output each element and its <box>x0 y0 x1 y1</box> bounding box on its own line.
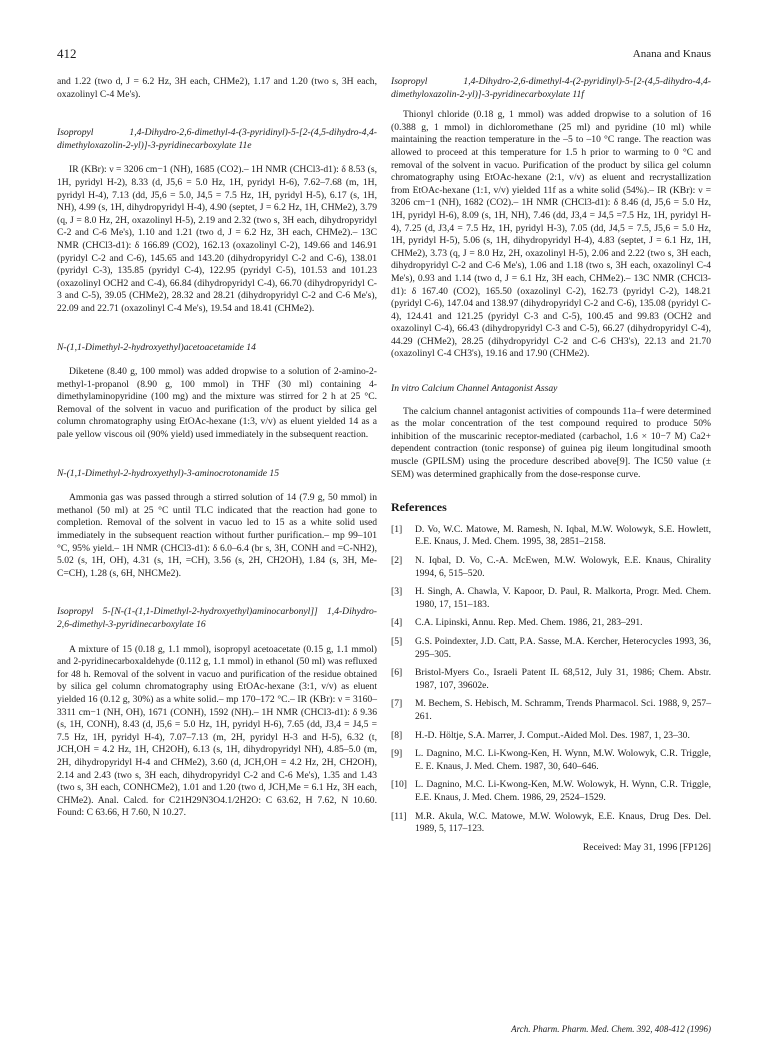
reference-item: [5] G.S. Poindexter, J.D. Catt, P.A. Sasse, M.A. Kercher, Heterocycles 1993, 36, 295–305. <box>391 635 711 660</box>
paragraph-11f: Thionyl chloride (0.18 g, 1 mmol) was added dropwise to a solution of 16 (0.388 g, 1 mmol) in dichloromethane (25 ml) and pyridine (10 ml) while maintaining the reaction temperature in the –5 to –10 °C range. The reaction was allowed to proceed at this temperature for 1.5 h prior to warming to 0 °C and removal of the solvent in vacuo. Purification of the product by silica gel column chromatography using EtOAc-hexane (2:1, v/v) as eluent and recrystallization from EtOAc-hexane (1:1, v/v) yielded 11f as a white solid (54%).– IR (KBr): ν = 3206 cm−1 (NH), 1682 (CO2).– 1H NMR (CHCl3-d1): δ 8.46 (d, J5,6 = 5.0 Hz, 1H, pyridyl H-6), 8.09 (s, 1H, NH), 7.46 (dd, J3,4 = J4,5 =7.5 Hz, 1H, pyridyl H-4), 7.25 (d, J3,4 = 7.5 Hz, 1H, pyridyl H-3), 7.05 (dd, J4,5 = 7.5, J5,6 = 5.0 Hz, 1H, pyridyl H-5), 5.06 (s, 1H, dihydropyridyl H-4), 4.83 (septet, J = 6.1 Hz, 1H, CHMe2), 3.73 (q, J = 8.0 Hz, 2H, oxazolinyl H-5), 2.06 and 2.22 (two s, 3H each, dihydropyridyl C-2 and C-6 Me's), 1.06 and 1.18 (two s, 3H each, oxazolinyl C-4 Me's), 0.93 and 1.14 (two d, J = 6.1 Hz, 3H each, CHMe2).– 13C NMR (CHCl3-d1): δ 167.40 (CO2), 165.50 (oxazolinyl C-2), 162.73 (pyridyl C-2), 148.21 (pyridyl C-6), 147.04 and 138.97 (dihydropyridyl C-2 and C-6), 135.08 (pyridyl C-4), 124.41 and 121.25 (pyridyl C-3 and C-5), 100.45 and 99.83 (OCH2 and oxazolinyl C-4), 66.43 (dihydropyridyl C-3 and C-5), 66.27 (dihydropyridyl C-4), 44.29 (CHMe2), 28.25 (dihydropyridyl C-2 and C-6 CH3's), 22.13 and 21.70 (oxazolinyl C-4 CH3's), 19.16 and 17.90 (CHMe2). <box>391 109 711 360</box>
reference-item: [2] N. Iqbal, D. Vo, C.-A. McEwen, M.W. Wolowyk, E.E. Knaus, Chirality 1994, 6, 515–520. <box>391 555 711 579</box>
paragraph-11e: IR (KBr): ν = 3206 cm−1 (NH), 1685 (CO2).– 1H NMR (CHCl3-d1): δ 8.53 (s, 1H, pyridyl H-2), 8.33 (d, J5,6 = 5.0 Hz, 1H, pyridyl H-6), 7.62–7.68 (m, 1H, pyridyl H-4), 7.13 (dd, J5,6 = 5.0, J4,5 = 7.5 Hz, 1H, pyridyl H-5), 6.17 (s, 1H, NH), 4.99 (s, 1H, dihydropyridyl H-4), 4.90 (septet, J = 6.2 Hz, 1H, CHMe2), 3.79 (q, J = 8.0 Hz, 2H, oxazolinyl H-5), 2.19 and 2.32 (two s, 3H each, dihydropyridyl C-2 and C-6 Me's), 1.10 and 1.21 (two d, J = 6.2 Hz, 3H each, CHMe2).– 13C NMR (CHCl3-d1): δ 166.89 (CO2), 162.13 (oxazolinyl C-2), 149.66 and 146.91 (pyridyl C-2 and C-6), 145.65 and 143.20 (dihydropyridyl C-2 and C-6), 138.01 (pyridyl C-3), 135.85 (pyridyl C-4), 122.95 (pyridyl C-5), 101.53 and 101.23 (oxazolinyl OCH2 and C-4), 66.84 (dihydropyridyl C-4), 66.70 (dihydropyridyl C-3 and C-5), 39.05 (CHMe2), 28.32 and 28.21 (dihydropyridyl C-2 and C-6 Me's), 22.09 and 22.71 (oxazolinyl C-4 Me's), 19.54 and 18.41 (CHMe2). <box>57 164 377 314</box>
heading-compound-11e: Isopropyl 1,4-Dihydro-2,6-dimethyl-4-(3-pyridinyl)-5-[2-(4,5-dihydro-4,4-dimethyloxazolin-2-yl)]-3-pyridinecarboxylate 11e <box>57 127 377 151</box>
reference-item: [6] Bristol-Myers Co., Israeli Patent IL 68,512, July 31, 1986; Chem. Abstr. 1987, 107, 39602e. <box>391 667 711 691</box>
page-number: 412 <box>57 46 77 61</box>
paragraph-15: Ammonia gas was passed through a stirred solution of 14 (7.9 g, 50 mmol) in methanol (50 ml) at 25 °C until TLC indicated that the reaction had gone to completion. Removal of the solvent in vacuo led to 15 as a white solid used immediately in the subsequent reaction without further purification.– mp 99–101 °C, 95% yield.– 1H NMR (CHCl3-d1): δ 6.0–6.4 (br s, 3H, CONH and =C-NH2), 5.02 (s, 1H, OH), 4.31 (s, 1H, =CH), 3.56 (s, 2H, CH2OH), 1.84 (s, 3H, Me-C=CH), 1.28 (s, 6H, NHCMe2). <box>57 492 377 579</box>
reference-item: [10] L. Dagnino, M.C. Li-Kwong-Ken, M.W. Wolowyk, H. Wynn, C.R. Triggle, E.E. Knaus, J. Med. Chem. 1986, 29, 2524–1529. <box>391 779 711 803</box>
right-column <box>391 76 711 854</box>
heading-compound-16: Isopropyl 5-[N-(1-(1,1-Dimethyl-2-hydroxyethyl)aminocarbonyl]] 1,4-Dihydro-2,6-dimethyl-3-pyridinecarboxylate 16 <box>57 606 377 630</box>
paragraph-assay: The calcium channel antagonist activities of compounds 11a–f were determined as the molar concentration of the test compound required to produce 50% inhibition of the muscarinic receptor-mediated (carbachol, 1.6 × 10−7 M) Ca2+ dependent contraction (tonic response) of guinea pig ileum longitudinal smooth muscle (GPILSM) using the procedure described above[9]. The IC50 value (± SEM) was determined graphically from the dose-response curve. <box>391 405 711 480</box>
paragraph-16: A mixture of 15 (0.18 g, 1.1 mmol), isopropyl acetoacetate (0.15 g, 1.1 mmol) and 2-pyridinecarboxaldehyde (0.112 g, 1.1 mmol) in ethanol (50 ml) was refluxed for 48 h. Removal of the solvent in vacuo and purification of the residue obtained by silica gel column chromatography using EtOAc-hexane (3:1, v/v) as eluent yielded 16 (0.12 g, 30%) as a white solid.– mp 170–172 °C.– IR (KBr): ν = 3160–3311 cm−1 (NH, OH), 1671 (CONH), 1592 (NH).– 1H NMR (CHCl3-d1): δ 9.36 (s, 1H, CONH), 8.43 (d, J5,6 = 5.0 Hz, 1H, pyridyl H-6), 7.65 (dd, J3,4 = J4,5 = 7.5 Hz, 1H, pyridyl H-4), 7.07–7.13 (m, 2H, pyridyl H-3 and H-5), 6.32 (t, JCH,OH = 4.2 Hz, 1H, CH2OH), 6.13 (s, 1H, dihydropyridyl NH), 4.85–5.0 (m, 2H, dihydropyridyl H-4 and CHMe2), 3.60 (d, JCH,OH = 4.2 Hz, 2H, CH2OH), 2.14 and 2.43 (two s, 3H each, dihydropyridyl C-2 and C-6 Me's), 1.35 and 1.43 (two s, 3H each, CONHCMe2), 1.01 and 1.20 (two d, JCH,Me = 6.1 Hz, 3H each, CHMe2). Anal. Calcd. for C21H29N3O4.1/2H2O: C 63.62, H 7.62, N 10.60. Found: C 63.66, H 7.60, N 10.27. <box>57 643 377 819</box>
reference-item: [7] M. Bechem, S. Hebisch, M. Schramm, Trends Pharmacol. Sci. 1988, 9, 257–261. <box>391 698 711 722</box>
reference-item: [11] M.R. Akula, W.C. Matowe, M.W. Wolowyk, E.E. Knaus, Drug Des. Del. 1989, 5, 117–123. <box>391 810 711 835</box>
running-head: Anana and Knaus <box>632 48 711 60</box>
journal-footer: Arch. Pharm. Pharm. Med. Chem. 392, 408-412 (1996) <box>511 1024 711 1034</box>
heading-assay: In vitro Calcium Channel Antagonist Assay <box>391 383 558 395</box>
received-date: Received: May 31, 1996 [FP126] <box>582 841 711 853</box>
reference-item: [1] D. Vo, W.C. Matowe, M. Ramesh, N. Iqbal, M.W. Wolowyk, S.E. Howlett, E.E. Knaus, J. Med. Chem. 1995, 38, 2851–2158. <box>391 523 711 548</box>
reference-item: [9] L. Dagnino, M.C. Li-Kwong-Ken, H. Wynn, M.W. Wolowyk, C.R. Triggle, E. E. Knaus, J. Med. Chem. 1987, 30, 640–646. <box>391 748 711 772</box>
paragraph-14: Diketene (8.40 g, 100 mmol) was added dropwise to a solution of 2-amino-2-methyl-1-propanol (8.90 g, 100 mmol) in THF (30 ml) containing 4-dimethylaminopyridine (100 mg) and the mixture was stirred for 2 h at 25 °C. Removal of the solvent in vacuo and purification of the product by silica gel column chromatography using EtOAc-hexane (1:3, v/v) as eluent yielded 14 as a pale yellow viscous oil (90% yield) used immediately in the subsequent reaction. <box>57 366 377 441</box>
paragraph-continuation: and 1.22 (two d, J = 6.2 Hz, 3H each, CHMe2), 1.17 and 1.20 (two s, 3H each, oxazolinyl C-4 Me's). <box>57 76 377 100</box>
heading-compound-14: N-(1,1-Dimethyl-2-hydroxyethyl)acetoacetamide 14 <box>57 341 256 353</box>
references-heading: References <box>391 500 447 515</box>
reference-item: [8] H.-D. Höltje, S.A. Marrer, J. Comput.-Aided Mol. Des. 1987, 1, 23–30. <box>391 729 690 741</box>
reference-item: [3] H. Singh, A. Chawla, V. Kapoor, D. Paul, R. Malkorta, Progr. Med. Chem. 1980, 17, 151–183. <box>391 586 711 610</box>
heading-compound-11f: Isopropyl 1,4-Dihydro-2,6-dimethyl-4-(2-pyridinyl)-5-[2-(4,5-dihydro-4,4-dimethyloxazolin-2-yl)]-3-pyridinecarboxylate 11f <box>391 76 711 100</box>
reference-item: [4] C.A. Lipinski, Annu. Rep. Med. Chem. 1986, 21, 283–291. <box>391 617 643 629</box>
reference-list <box>391 524 711 836</box>
heading-compound-15: N-(1,1-Dimethyl-2-hydroxyethyl)-3-aminocrotonamide 15 <box>57 467 280 479</box>
left-column <box>57 76 377 820</box>
